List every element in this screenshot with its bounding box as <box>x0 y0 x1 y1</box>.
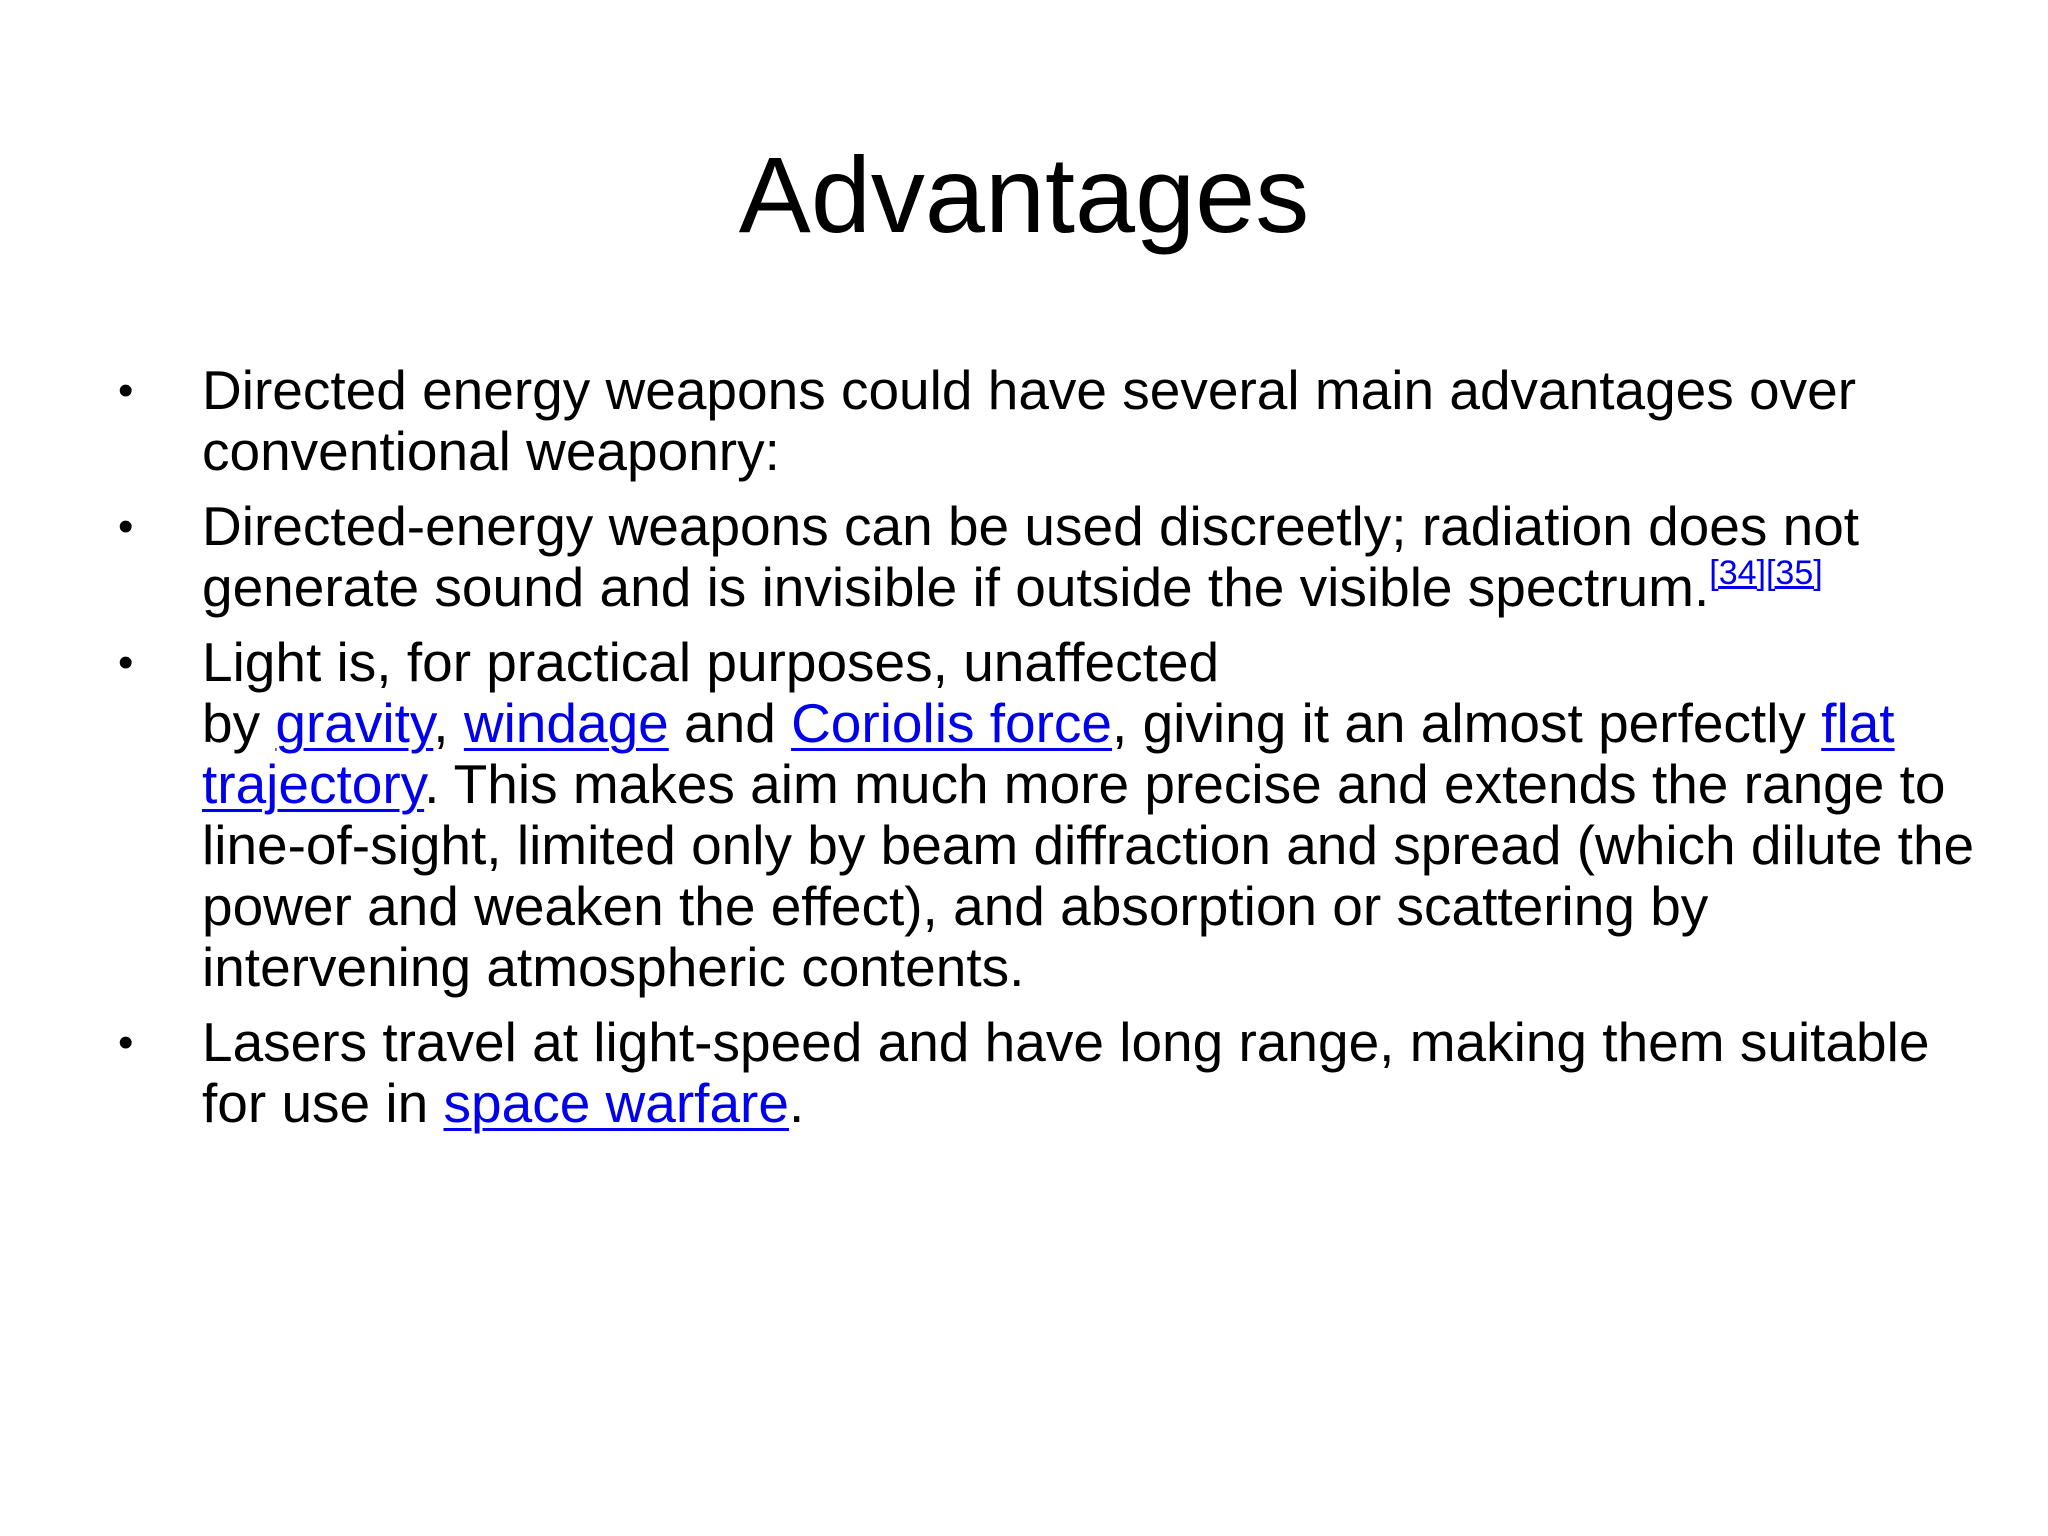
bullet-item-1 <box>118 360 1978 482</box>
bullet-marker: • <box>118 638 134 687</box>
bullet-marker: • <box>118 502 134 551</box>
bullet-item-4 <box>118 1012 1978 1134</box>
bullet-text-part: Lasers travel at light-speed and have long range, making them suitable for use in <box>202 1011 1930 1134</box>
bullet-text: Directed-energy weapons can be used discreetly; radiation does not generate sound and is invisible if outside the visible spectrum. <box>202 495 1860 618</box>
bullet-marker: • <box>118 1018 134 1067</box>
bullet-marker: • <box>118 366 134 415</box>
citation-link[interactable]: [34][35] <box>1709 554 1823 592</box>
bullet-text-part: , giving it an almost perfectly <box>1112 692 1822 754</box>
link-coriolis-force[interactable]: Coriolis force <box>791 692 1113 754</box>
bullet-text-part: and <box>668 692 792 754</box>
bullet-text: Directed energy weapons could have several main advantages over conventional weaponry: <box>202 359 1857 482</box>
slide-title: Advantages <box>738 134 1310 255</box>
link-space-warfare[interactable]: space warfare <box>443 1072 789 1134</box>
bullet-list <box>118 360 1978 1148</box>
bullet-text-part: by <box>202 692 276 754</box>
bullet-text-part: , <box>433 692 464 754</box>
link-flat-trajectory[interactable]: flat trajectory <box>202 692 1895 815</box>
bullet-text-part: Light is, for practical purposes, unaffected <box>202 631 1220 693</box>
bullet-item-3 <box>118 632 1978 998</box>
link-windage[interactable]: windage <box>463 692 669 754</box>
bullet-text-part: . This makes aim much more precise and extends the range to line-of-sight, limited only by beam diffraction and spread (which dilute the power and weaken the effect), and absorption or scattering by intervening atmospheric contents. <box>202 753 1975 998</box>
bullet-text-part: . <box>788 1072 805 1134</box>
link-gravity[interactable]: gravity <box>275 692 434 754</box>
bullet-item-2 <box>118 496 1978 618</box>
